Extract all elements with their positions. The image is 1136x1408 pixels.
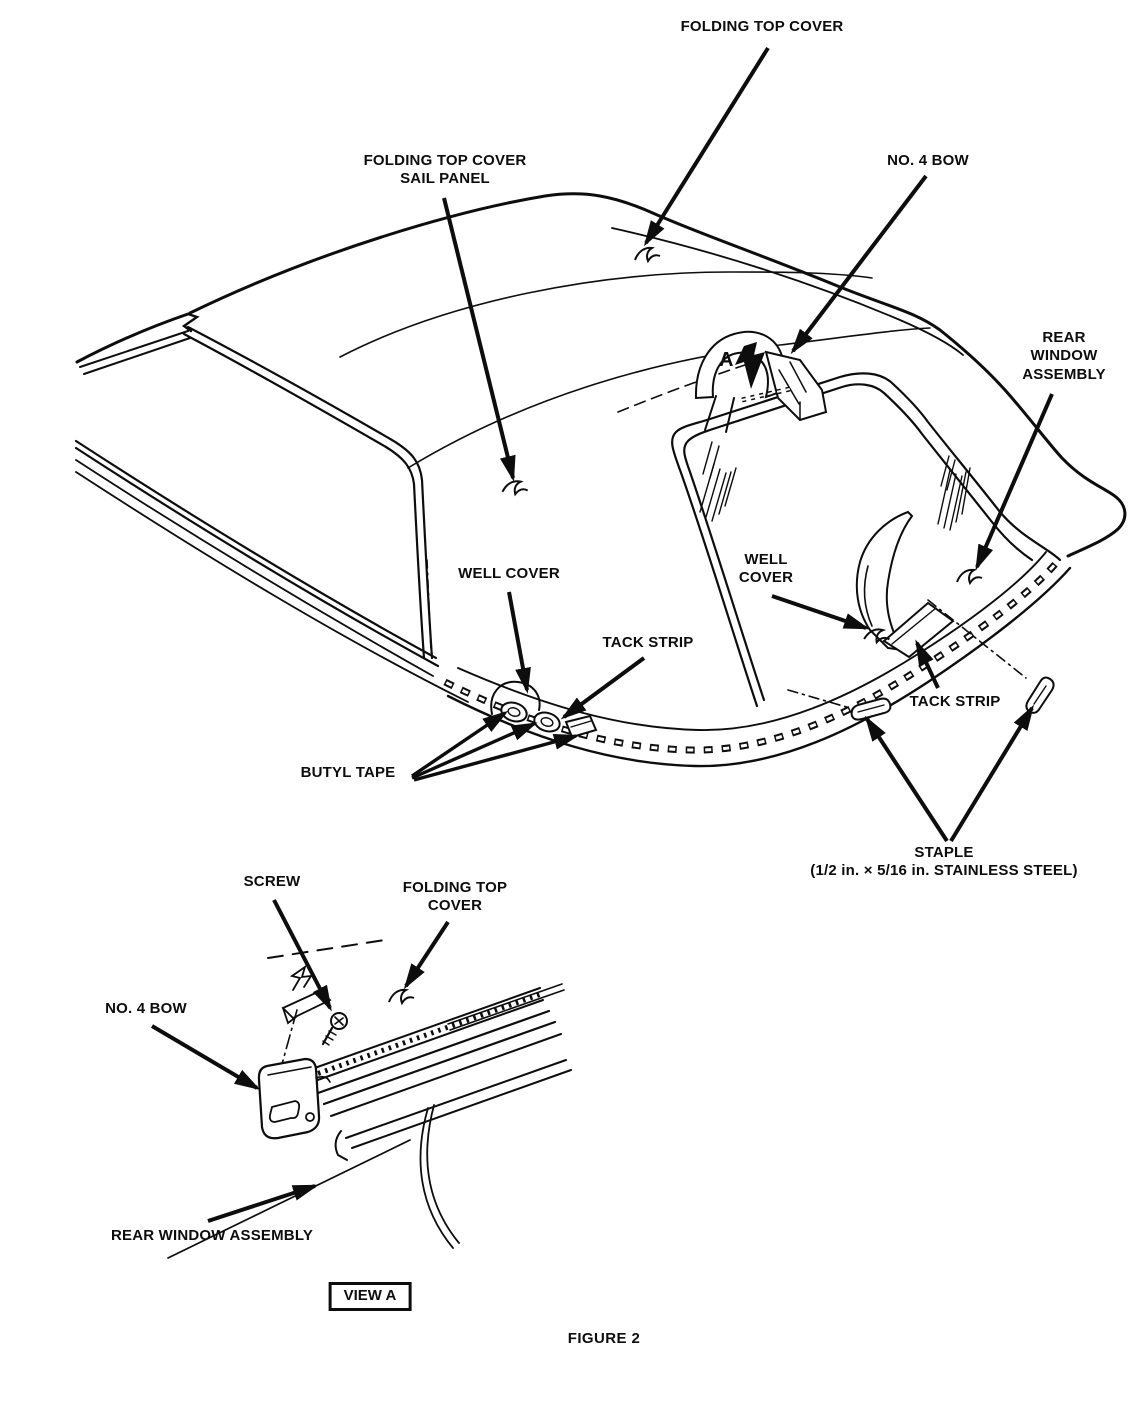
label-sail-panel [364, 152, 527, 189]
label-well-cover-center-line2: COVER [738, 569, 794, 587]
label-folding-top-cover-detail-line2: COVER [427, 897, 483, 915]
label-well-cover-center [739, 551, 793, 588]
label-rear-window-line1: REAR [1042, 329, 1086, 346]
label-sail-panel-line2: SAIL PANEL [400, 170, 490, 188]
view-a-box: VIEW A [329, 1282, 412, 1311]
label-butyl-tape: BUTYL TAPE [300, 764, 396, 781]
label-screw: SCREW [243, 873, 301, 890]
label-rear-window-assembly-detail: REAR WINDOW ASSEMBLY [110, 1227, 314, 1244]
label-tack-strip-right: TACK STRIP [909, 693, 1001, 710]
fabric-squiggle-detail [389, 990, 414, 1003]
label-folding-top-cover-detail-line1: FOLDING TOP [402, 879, 508, 896]
label-staple-line2: (1/2 in. × 5/16 in. STAINLESS STEEL) [810, 862, 1078, 880]
label-well-cover-left: WELL COVER [458, 565, 560, 582]
label-rear-window-line3: ASSEMBLY [1022, 365, 1106, 383]
label-rear-window-assembly [1022, 329, 1106, 384]
label-no4-bow-detail: NO. 4 BOW [105, 1000, 187, 1017]
view-a-drawing [168, 940, 571, 1258]
label-no4-bow: NO. 4 BOW [887, 152, 969, 169]
figure-caption: FIGURE 2 [567, 1330, 641, 1347]
label-staple [810, 844, 1077, 881]
car-top-drawing [76, 194, 1125, 766]
label-tack-strip-left: TACK STRIP [602, 634, 694, 651]
label-folding-top-cover: FOLDING TOP COVER [680, 18, 844, 35]
glass-hatch-left [700, 442, 736, 521]
label-staple-line1: STAPLE [914, 844, 974, 861]
label-well-cover-center-line1: WELL [744, 551, 788, 568]
label-rear-window-line2: WINDOW [1030, 347, 1098, 365]
label-sail-panel-line1: FOLDING TOP COVER [363, 152, 527, 169]
label-folding-top-cover-detail [403, 879, 507, 916]
label-detail-marker-a: A [719, 349, 734, 371]
